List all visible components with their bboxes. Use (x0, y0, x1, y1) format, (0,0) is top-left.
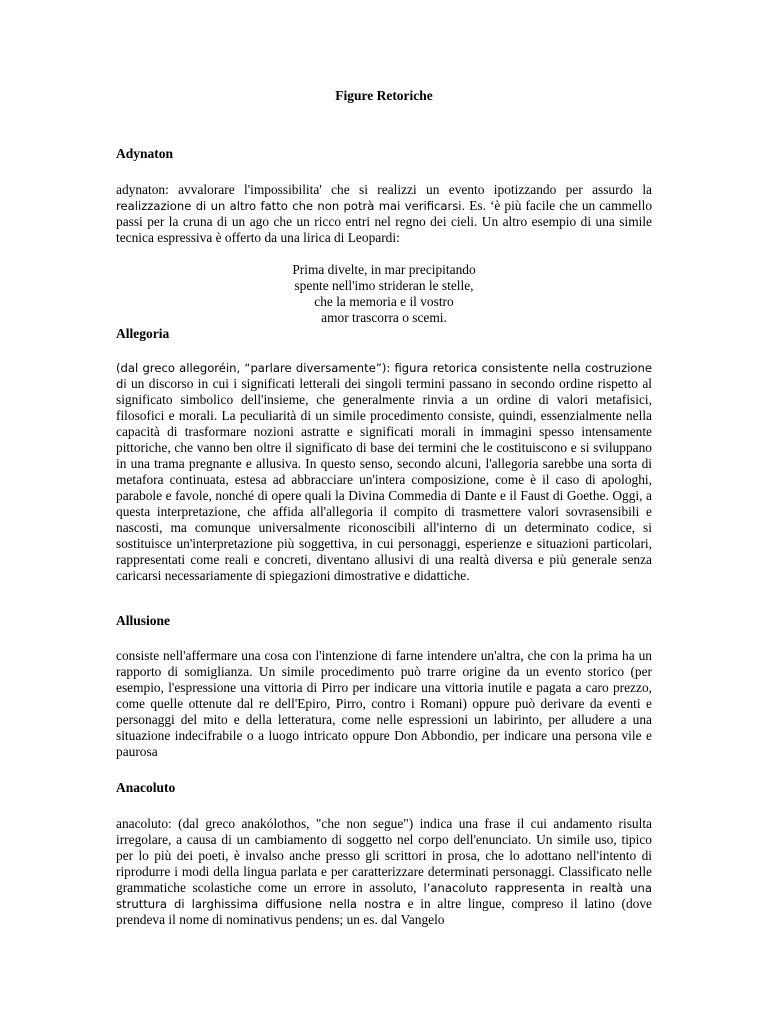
poem-line: amor trascorra o scemi. (321, 310, 447, 325)
paragraph-adynaton (116, 182, 652, 246)
paragraph-adynaton-part-1: adynaton: avvalorare l'impossibilita' che si realizzi un evento ipotizzando per assurdo la (116, 182, 652, 197)
poem-line: Prima divelte, in mar precipitando (292, 262, 476, 277)
paragraph-adynaton-part-2: realizzazione di un altro fatto che non potrà mai verificarsi. (116, 199, 466, 213)
poem-line: che la memoria e il vostro (314, 294, 454, 309)
paragraph-allusione: consiste nell'affermare una cosa con l'intenzione di farne intendere un'altra, che con la prima ha un rapporto di somiglianza. Un simile procedimento può trarre origine da un evento storico (per esempio, l'espressione una vittoria di Pirro per indicare una vittoria inutile e pagata a caro prezzo, come quelle ottenute dal re dell'Epiro, Pirro, contro i Romani) oppure può derivare da eventi e personaggi del mito e della letteratura, come nelle espressioni un labirinto, per alludere a una situazione indecifrabile o a luogo intricato oppure Don Abbondio, per indicare una persona vile e paurosa (116, 648, 652, 759)
paragraph-adynaton-part-3: Es. ‘è più facile che un cammello passi per la cruna di un ago che un ricco entri nel regno dei cieli. Un altro esempio di una simile tecnica espressiva è offerto da una lirica di Leopardi: (116, 198, 653, 245)
heading-allegoria: Allegoria (116, 326, 170, 341)
paragraph-anacoluto-part-2: l’anacoluto rappresenta in realtà una struttura di larghissima diffusione nella nostra (116, 881, 652, 911)
paragraph-allegoria-part-2: un discorso in cui i significati letterali dei singoli termini passano in secondo ordine rispetto al significato simbolico dell'insieme, che generalmente rinvia a un ordine di valori metafisici, filosofici e morali. La peculiarità di un simile procedimento consiste, quindi, essenzialmente nella capacità di trasformare nozioni astratte e significati morali in immagini spesso intensamente pittoriche, che vanno ben oltre il significato di base dei termini che le costituiscono e si sviluppano in una trama pregnante e allusiva. In questo senso, secondo alcuni, l'allegoria sarebbe una sorta di metafora continuata, estesa ad abbracciare un'intera composizione, come è il caso di apologhi, parabole e favole, nonché di opere quali la Divina Commedia di Dante e il Faust di Goethe. Oggi, a questa interpretazione, che affida all'allegoria il compito di trasmettere valori sovrasensibili e nascosti, ma comunque universalmente riconoscibili all'interno di un determinato codice, si sostituisce un'interpretazione più soggettiva, in cui personaggi, esperienze e situazioni particolari, rappresentati come reali e concreti, diventano allusivi di una realtà diversa e più generale senza caricarsi necessariamente di spiegazioni dimostrative e didattiche. (116, 376, 652, 583)
heading-adynaton: Adynaton (116, 146, 174, 161)
paragraph-anacoluto (116, 816, 652, 928)
paragraph-allegoria (116, 360, 652, 584)
heading-anacoluto: Anacoluto (116, 780, 176, 795)
poem-line: spente nell'imo strideran le stelle, (294, 278, 474, 293)
heading-allusione: Allusione (116, 613, 171, 628)
poem-quote (0, 262, 768, 326)
paragraph-anacoluto-part-1: anacoluto: (dal greco anakólothos, "che non segue") indica una frase il cui andamento risulta irregolare, a causa di un cambiamento di soggetto nel corpo dell'enunciato. Un simile uso, tipico per lo più dei poeti, è invalso anche presso gli scrittori in prosa, che lo adottano nell'intento di riprodurre i modi della lingua parlata e per caratterizzare determinati personaggi. Classificato nelle grammatiche scolastiche come un errore in assoluto, (116, 816, 652, 895)
paragraph-allegoria-part-1: (dal greco allegoréin, “parlare diversamente”): figura retorica consistente nella costruzione di (116, 361, 652, 391)
paragraph-anacoluto-part-3: e in altre lingue, compreso il latino (dove prendeva il nome di nominativus pendens; un es. dal Vangelo (116, 896, 652, 927)
document-title: Figure Retoriche (335, 88, 433, 103)
